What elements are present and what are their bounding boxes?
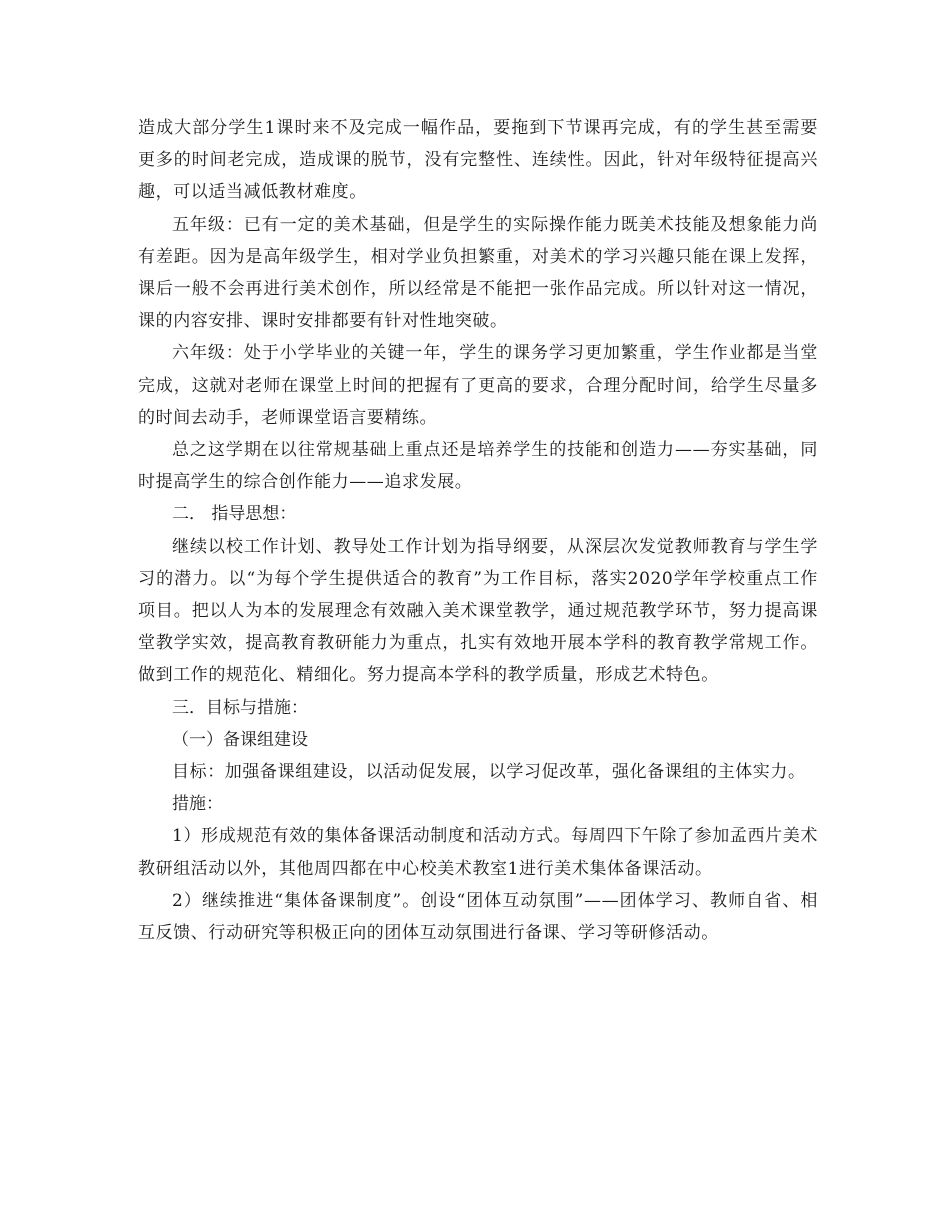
paragraph-guiding-thought: 继续以校工作计划、教导处工作计划为指导纲要，从深层次发觉教师教育与学生学习的潜力。以“为每个学生提供适合的教育”为工作目标，落实2020学年学校重点工作项目。把以人为本的发展理念有效融入美术课堂教学，通过规范教学环节，努力提高课堂教学实效，提高教育教研能力为重点，扎实有效地开展本学科的教育教学常规工作。做到工作的规范化、精细化。努力提高本学科的教学质量，形成艺术特色。 <box>138 536 818 686</box>
document-page <box>138 112 818 949</box>
paragraph-goal: 目标：加强备课组建设，以活动促发展，以学习促改革，强化备课组的主体实力。 <box>172 762 806 783</box>
subsection-heading-lesson-group: （一）备课组建设 <box>172 729 308 750</box>
paragraph-measure-2: 2）继续推进“集体备课制度”。创设“团体互动氛围”——团体学习、教师自省、相互反馈、行动研究等积极正向的团体互动氛围进行备课、学习等研修活动。 <box>138 890 818 944</box>
paragraph: 造成大部分学生1课时来不及完成一幅作品，要拖到下节课再完成，有的学生甚至需要更多的时间老完成，造成课的脱节，没有完整性、连续性。因此，针对年级特征提高兴趣，可以适当减低教材难度。 <box>138 118 818 203</box>
section-heading-goals: 三．目标与措施： <box>172 697 308 718</box>
paragraph-grade5: 五年级：已有一定的美术基础，但是学生的实际操作能力既美术技能及想象能力尚有差距。因为是高年级学生，相对学业负担繁重，对美术的学习兴趣只能在课上发挥，课后一般不会再进行美术创作，所以经常是不能把一张作品完成。所以针对这一情况，课的内容安排、课时安排都要有针对性地突破。 <box>138 214 818 332</box>
section-heading-guiding-thought: 二． 指导思想： <box>172 504 297 525</box>
paragraph-grade6: 六年级：处于小学毕业的关键一年，学生的课务学习更加繁重，学生作业都是当堂完成，这就对老师在课堂上时间的把握有了更高的要求，合理分配时间，给学生尽量多的时间去动手，老师课堂语言要精练。 <box>138 343 818 428</box>
measures-heading: 措施： <box>172 794 223 815</box>
paragraph-summary: 总之这学期在以往常规基础上重点还是培养学生的技能和创造力——夯实基础，同时提高学生的综合创作能力——追求发展。 <box>138 440 818 493</box>
paragraph-measure-1: 1）形成规范有效的集体备课活动制度和活动方式。每周四下午除了参加孟西片美术教研组活动以外，其他周四都在中心校美术教室1进行美术集体备课活动。 <box>138 826 818 879</box>
